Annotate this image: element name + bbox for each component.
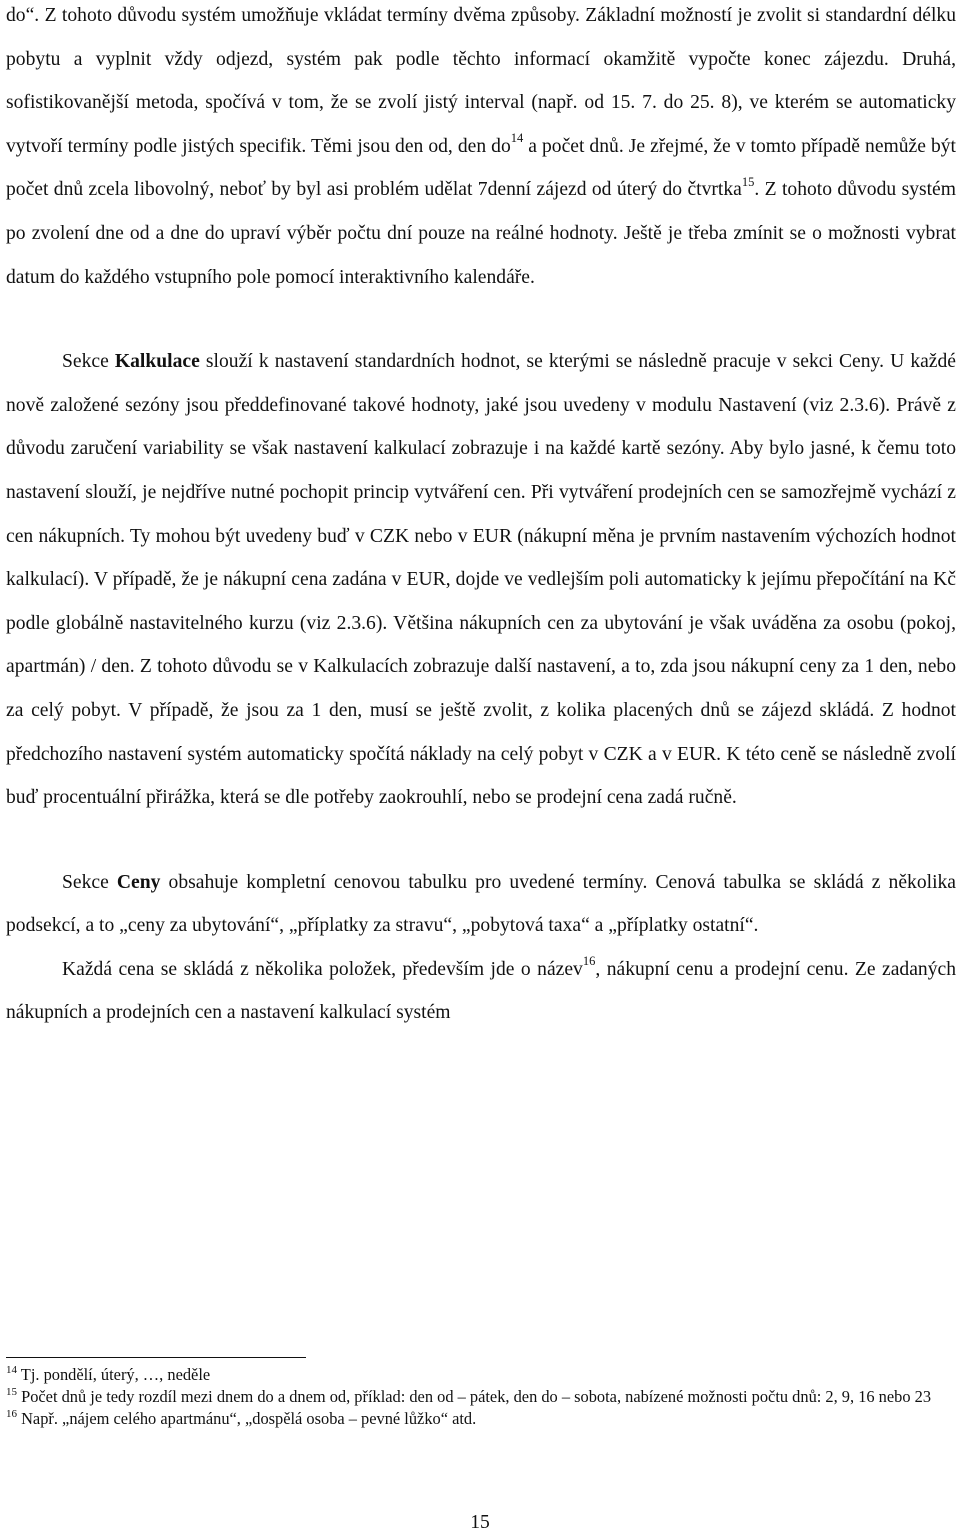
- paragraph-kalkulace: [6, 340, 956, 820]
- paragraph-text: Sekce: [62, 351, 115, 373]
- page-number: 15: [470, 1512, 490, 1533]
- footnote-separator: [6, 1357, 306, 1358]
- paragraph-text: do“. Z tohoto důvodu systém umožňuje vkládat termíny dvěma způsoby. Základní možností je zvolit si standardní délku pobytu a vyplnit vždy odjezd, systém pak podle těchto informací okamžitě vypočte konec zájezdu. Druhá, sofistikovanější metoda, spočívá v tom, že se zvolí jistý interval (např. od 15. 7. do 25. 8), ve kterém se automaticky vytvoří termíny podle jistých specifik. Těmi jsou den od, den do: [6, 5, 956, 157]
- paragraph-text: Sekce: [62, 871, 117, 893]
- paragraph-ceny: [6, 861, 956, 948]
- page-body: [6, 0, 956, 1035]
- footnote-15: [6, 1386, 956, 1408]
- paragraph-text: . Z tohoto důvodu systém po zvolení dne od a dne do upraví výběr počtu dní pouze na reálné hodnoty. Ještě je třeba zmínit se o možnosti vybrat datum do každého vstupního pole pomocí interaktivního kalendáře.: [6, 179, 956, 288]
- footnote-text: Počet dnů je tedy rozdíl mezi dnem do a dnem od, příklad: den od – pátek, den do – sobota, nabízené možnosti počtu dnů: 2, 9, 16 nebo 23: [17, 1387, 932, 1406]
- footnote-16: [6, 1408, 956, 1430]
- footnote-ref-15: 15: [741, 174, 755, 189]
- paragraph-text: slouží k nastavení standardních hodnot, se kterými se následně pracuje v sekci Ceny. U každé nově založené sezóny jsou předdefinované takové hodnoty, jaké jsou uvedeny v modulu Nastavení (viz 2.3.6). Právě z důvodu zaručení variability se však nastavení kalkulací zobrazuje i na každé kartě sezóny. Aby bylo jasné, k čemu toto nastavení slouží, je nejdříve nutné pochopit princip vytváření cen. Při vytváření prodejních cen se samozřejmě vychází z cen nákupních. Ty mohou být uvedeny buď v CZK nebo v EUR (nákupní měna je prvním nastavením výchozích hodnot kalkulací). V případě, že je nákupní cena zadána v EUR, dojde ve vedlejším poli automaticky k jejímu přepočítání na Kč podle globálně nastavitelného kurzu (viz 2.3.6). Většina nákupních cen za ubytování je však uváděna za osobu (pokoj, apartmán) / den. Z tohoto důvodu se v Kalkulacích zobrazuje další nastavení, a to, zda jsou nákupní ceny za 1 den, nebo za celý pobyt. V případě, že jsou za 1 den, musí se ještě zvolit, z kolika placených dnů se zájezd skládá. Z hodnot předchozího nastavení systém automaticky spočítá náklady na celý pobyt v CZK a v EUR. K této ceně se následně zvolí buď procentuální přirážka, která se dle potřeby zaokrouhlí, nebo se prodejní cena zadá ručně.: [6, 351, 957, 809]
- footnote-14: [6, 1364, 956, 1386]
- footnote-text: Např. „nájem celého apartmánu“, „dospělá osoba – pevné lůžko“ atd.: [17, 1409, 477, 1428]
- paragraph-price-items: [6, 948, 956, 1035]
- section-term-ceny: Ceny: [116, 871, 161, 893]
- paragraph-text: a počet dnů. Je zřejmé, že v tomto případě nemůže být počet dnů zcela libovolný, neboť by byl asi problém udělat 7denní zájezd od úterý do čtvrtka: [6, 135, 956, 201]
- section-term-kalkulace: Kalkulace: [114, 351, 200, 373]
- paragraph-text: , nákupní cenu a prodejní cenu. Ze zadaných nákupních a prodejních cen a nastavení kalkulací systém: [6, 958, 956, 1024]
- paragraph-text: obsahuje kompletní cenovou tabulku pro uvedené termíny. Cenová tabulka se skládá z několika podsekcí, a to „ceny za ubytování“, „příplatky za stravu“, „pobytová taxa“ a „příplatky ostatní“.: [6, 871, 957, 937]
- footnote-number: 16: [6, 1407, 17, 1420]
- footnote-text: Tj. pondělí, úterý, …, neděle: [17, 1365, 211, 1384]
- footnote-ref-16: 16: [582, 954, 596, 969]
- footnote-number: 15: [6, 1385, 17, 1398]
- footnotes: [6, 1364, 956, 1430]
- paragraph-term-entry: [6, 0, 956, 299]
- footnote-ref-14: 14: [510, 131, 524, 146]
- footnote-number: 14: [6, 1363, 17, 1376]
- paragraph-text: Každá cena se skládá z několika položek, především jde o název: [62, 958, 583, 980]
